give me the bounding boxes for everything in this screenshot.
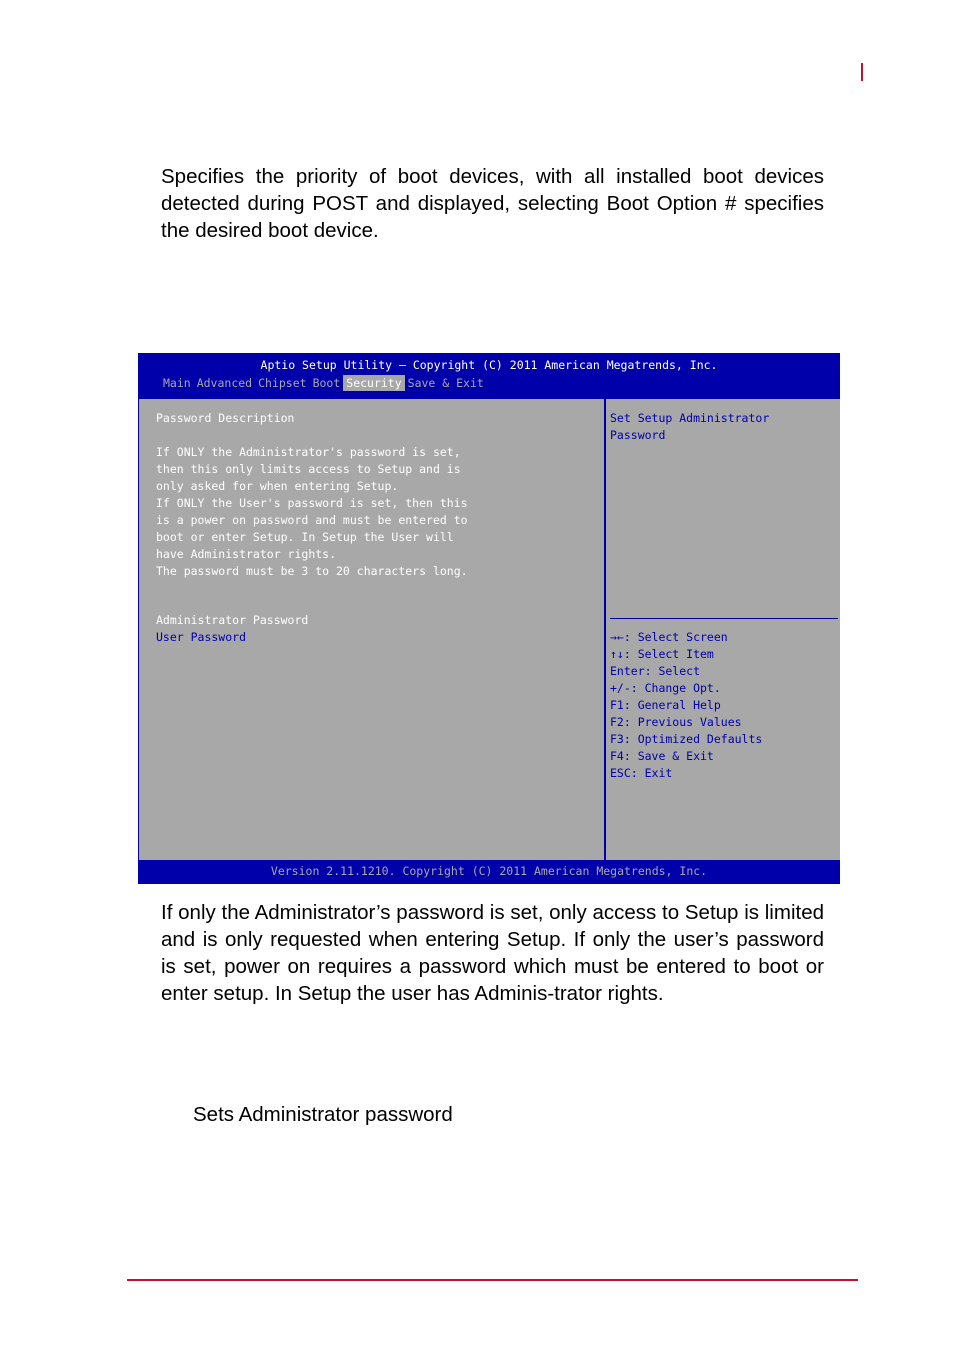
tab-advanced[interactable]: Advanced — [196, 376, 253, 390]
page-marker — [861, 63, 863, 81]
key-help-select-item: ↑↓: Select Item — [610, 647, 714, 661]
user-password-item[interactable]: User Password — [156, 630, 247, 644]
tab-save-exit[interactable]: Save & Exit — [407, 376, 484, 390]
boot-priority-paragraph: Specifies the priority of boot devices, with all installed boot devices detected during POST and displayed, selecting Boot Option # specifies the desired boot device. — [161, 165, 824, 242]
tab-chipset[interactable]: Chipset — [258, 376, 307, 390]
description-line: have Administrator rights. — [156, 547, 337, 561]
password-info-paragraph: If only the Administrator’s password is set, only access to Setup is limited and is only requested when entering Setup. If only the user’s password is set, power on requires a password which must be entered to boot or enter setup. In Setup the user has Adminis-trator rights. — [161, 901, 824, 1005]
key-help-f4: F4: Save & Exit — [610, 749, 714, 763]
key-help-f1: F1: General Help — [610, 698, 721, 712]
bios-title: Aptio Setup Utility – Copyright (C) 2011 American Megatrends, Inc. — [260, 358, 718, 372]
key-help-f2: F2: Previous Values — [610, 715, 742, 729]
bios-tab-bar — [160, 375, 487, 391]
bios-body — [138, 398, 840, 861]
description-line: The password must be 3 to 20 characters long. — [156, 564, 468, 578]
description-line: boot or enter Setup. In Setup the User will — [156, 530, 454, 544]
description-line: is a power on password and must be entered to — [156, 513, 468, 527]
key-help-change-opt: +/-: Change Opt. — [610, 681, 721, 695]
bios-main-panel — [138, 399, 606, 860]
description-line: If ONLY the User's password is set, then this — [156, 496, 468, 510]
key-help-esc: ESC: Exit — [610, 766, 673, 780]
footer-rule — [127, 1279, 858, 1281]
administrator-password-item[interactable]: Administrator Password — [156, 613, 309, 627]
help-text-line: Set Setup Administrator — [610, 411, 770, 425]
admin-password-description: Sets Administrator password — [193, 1103, 453, 1126]
tab-security[interactable]: Security — [343, 375, 404, 391]
description-line: only asked for when entering Setup. — [156, 479, 399, 493]
key-help-f3: F3: Optimized Defaults — [610, 732, 763, 746]
description-line: Password Description — [156, 411, 295, 425]
description-line: then this only limits access to Setup and is — [156, 462, 461, 476]
description-line: If ONLY the Administrator's password is set, — [156, 445, 461, 459]
bios-footer: Version 2.11.1210. Copyright (C) 2011 American Megatrends, Inc. — [270, 864, 708, 878]
tab-main[interactable]: Main — [163, 376, 191, 390]
help-text-line: Password — [610, 428, 666, 442]
bios-help-panel — [608, 399, 840, 860]
help-divider — [610, 618, 838, 619]
tab-boot[interactable]: Boot — [312, 376, 341, 390]
key-help-select-screen: →←: Select Screen — [610, 630, 728, 644]
key-help-enter: Enter: Select — [610, 664, 701, 678]
bios-setup-screenshot — [138, 353, 840, 884]
